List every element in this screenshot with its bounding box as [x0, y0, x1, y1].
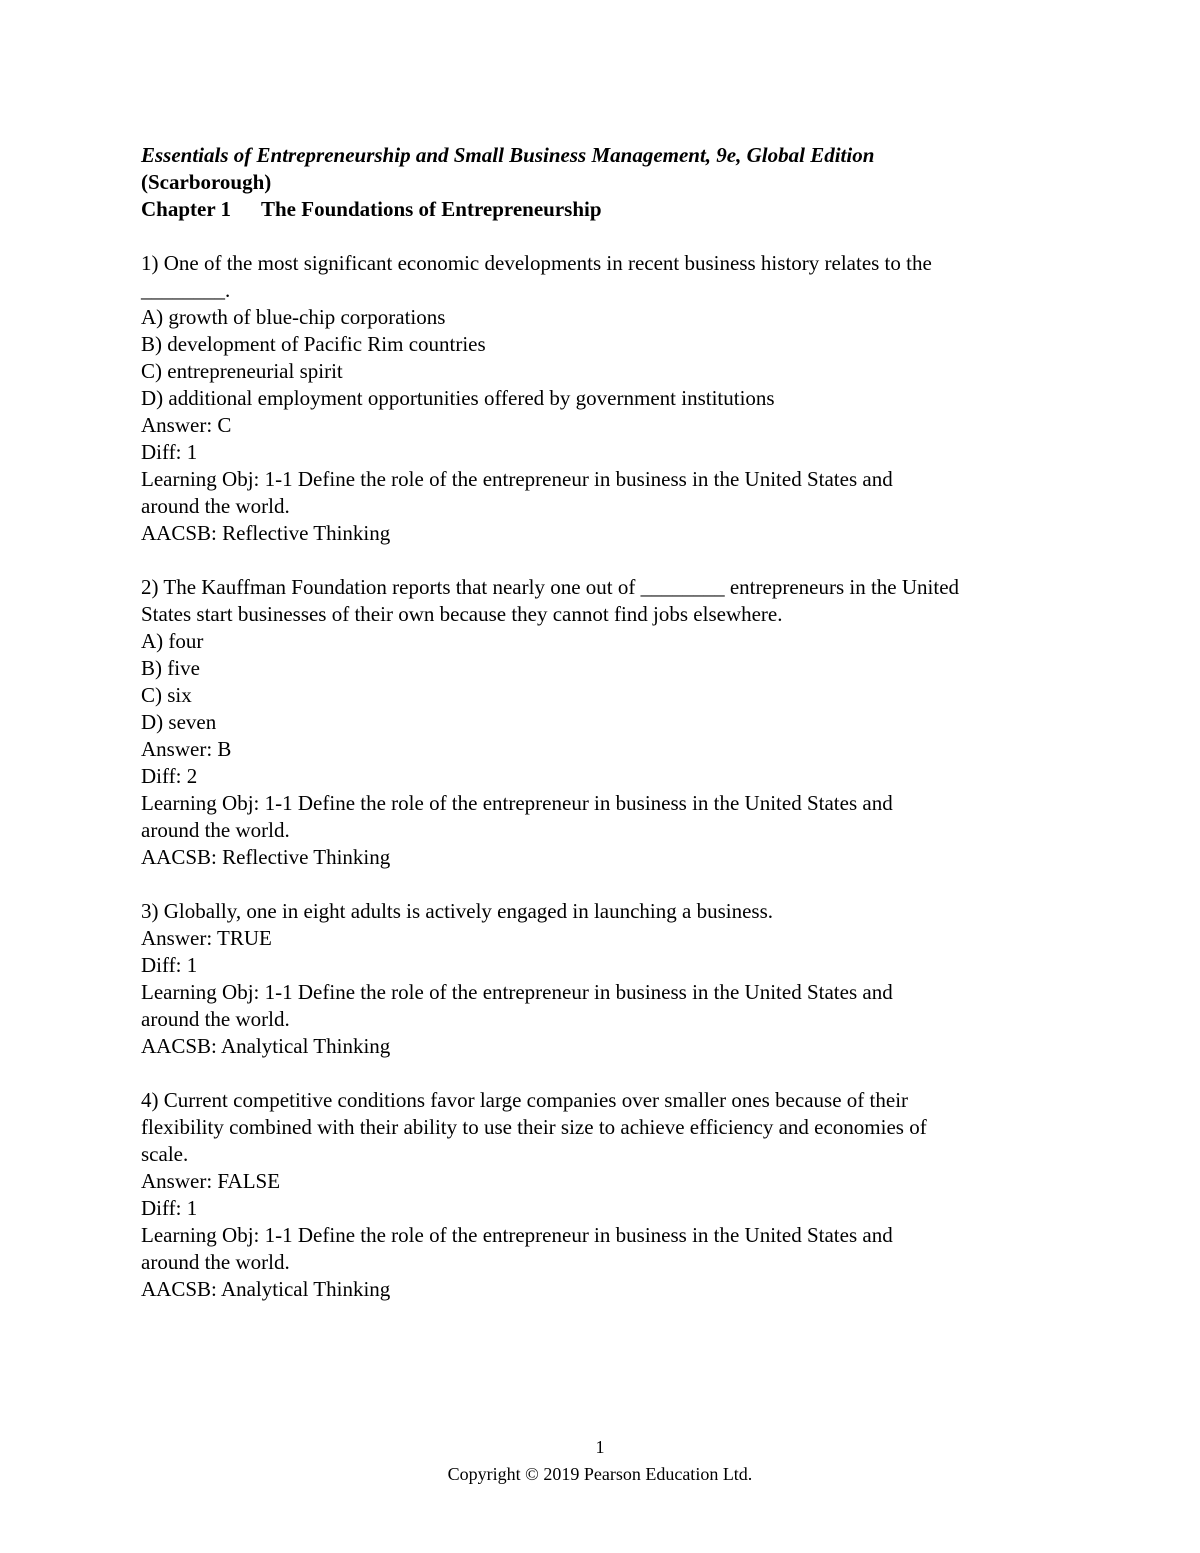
question-4: [141, 1087, 1071, 1303]
question-stem: 1) One of the most significant economic developments in recent business history relates to the: [141, 251, 932, 275]
answer-option: A) growth of blue-chip corporations: [141, 305, 446, 329]
answer-option: D) additional employment opportunities offered by government institutions: [141, 386, 775, 410]
chapter-title: The Foundations of Entrepreneurship: [261, 197, 602, 221]
question-stem: flexibility combined with their ability to use their size to achieve efficiency and economies of: [141, 1115, 927, 1139]
answer-option: C) entrepreneurial spirit: [141, 359, 343, 383]
learning-objective: around the world.: [141, 1007, 290, 1031]
book-title: Essentials of Entrepreneurship and Small Business Management, 9e, Global Edition: [141, 143, 875, 167]
question-stem: 4) Current competitive conditions favor large companies over smaller ones because of their: [141, 1088, 909, 1112]
document-page: [141, 142, 1071, 1330]
aacsb-tag: AACSB: Analytical Thinking: [141, 1277, 391, 1301]
answer-option: B) development of Pacific Rim countries: [141, 332, 486, 356]
question-stem: scale.: [141, 1142, 189, 1166]
learning-objective: Learning Obj: 1-1 Define the role of the entrepreneur in business in the United States and: [141, 980, 893, 1004]
difficulty: Diff: 1: [141, 440, 198, 464]
learning-objective: around the world.: [141, 818, 290, 842]
chapter-heading: [141, 196, 1071, 223]
difficulty: Diff: 2: [141, 764, 198, 788]
learning-objective: around the world.: [141, 1250, 290, 1274]
question-3: [141, 898, 1071, 1060]
answer-option: B) five: [141, 656, 200, 680]
answer-option: D) seven: [141, 710, 217, 734]
answer-key: Answer: B: [141, 737, 232, 761]
chapter-number: Chapter 1: [141, 197, 232, 221]
learning-objective: Learning Obj: 1-1 Define the role of the entrepreneur in business in the United States and: [141, 791, 893, 815]
aacsb-tag: AACSB: Reflective Thinking: [141, 845, 391, 869]
learning-objective: Learning Obj: 1-1 Define the role of the entrepreneur in business in the United States and: [141, 1223, 893, 1247]
aacsb-tag: AACSB: Reflective Thinking: [141, 521, 391, 545]
learning-objective: around the world.: [141, 494, 290, 518]
answer-option: C) six: [141, 683, 192, 707]
aacsb-tag: AACSB: Analytical Thinking: [141, 1034, 391, 1058]
difficulty: Diff: 1: [141, 1196, 198, 1220]
difficulty: Diff: 1: [141, 953, 198, 977]
answer-key: Answer: TRUE: [141, 926, 272, 950]
question-stem: 3) Globally, one in eight adults is actively engaged in launching a business.: [141, 899, 773, 923]
question-stem: ________.: [141, 278, 231, 302]
learning-objective: Learning Obj: 1-1 Define the role of the entrepreneur in business in the United States and: [141, 467, 893, 491]
author: (Scarborough): [141, 170, 272, 194]
copyright-notice: Copyright © 2019 Pearson Education Ltd.: [447, 1464, 753, 1484]
question-stem: States start businesses of their own because they cannot find jobs elsewhere.: [141, 602, 783, 626]
question-1: [141, 250, 1071, 547]
question-2: [141, 574, 1071, 871]
answer-option: A) four: [141, 629, 204, 653]
question-stem: 2) The Kauffman Foundation reports that nearly one out of ________ entrepreneurs in the United: [141, 575, 960, 599]
answer-key: Answer: FALSE: [141, 1169, 281, 1193]
answer-key: Answer: C: [141, 413, 232, 437]
page-number: 1: [595, 1437, 605, 1457]
document-header: [141, 142, 1071, 223]
